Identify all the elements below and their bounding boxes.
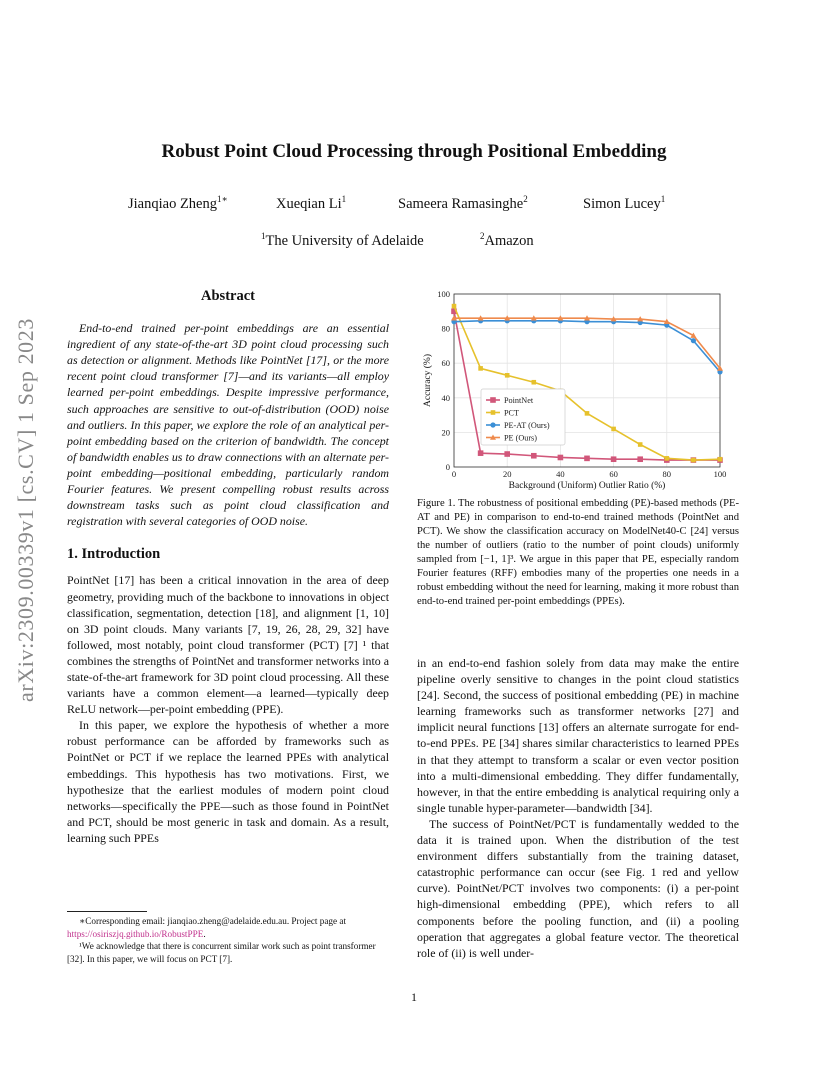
page-number: 1 (411, 990, 417, 1004)
arxiv-stamp (6, 295, 46, 725)
data-point (665, 456, 670, 461)
y-tick-label: 0 (445, 462, 450, 472)
y-tick-label: 80 (441, 323, 450, 334)
footnote-rule (67, 911, 147, 912)
y-tick-label: 20 (441, 427, 450, 438)
paper-title: Robust Point Cloud Processing through Positional Embedding (161, 141, 667, 162)
legend-label: PCT (504, 408, 520, 418)
x-tick-label: 60 (609, 469, 618, 479)
data-point (585, 411, 590, 416)
data-point (532, 380, 537, 385)
figure-1-chart (414, 286, 744, 494)
y-axis-label: Accuracy (%) (423, 353, 433, 408)
data-point (638, 442, 643, 447)
legend-marker (491, 410, 496, 415)
data-point (691, 458, 696, 463)
data-point (718, 457, 723, 462)
arxiv-id: arXiv:2309.00339v1 [cs.CV] 1 Sep 2023 (13, 318, 38, 702)
legend-label: PE-AT (Ours) (504, 421, 550, 430)
data-point (505, 373, 510, 378)
data-point (638, 457, 643, 462)
x-tick-label: 40 (556, 469, 565, 479)
footnotes (67, 915, 389, 965)
project-page-link[interactable]: https://osiriszjq.github.io/RobustPPE (67, 928, 204, 939)
x-tick-label: 80 (662, 469, 672, 479)
y-tick-label: 60 (441, 358, 450, 369)
footnote-1: ∗Corresponding email: jianqiao.zheng@adelaide.edu.au. Project page at https://osiriszjq.github.io/RobustPPE. (67, 916, 347, 939)
legend-marker (491, 398, 496, 403)
data-point (478, 366, 483, 371)
x-axis-label: Background (Uniform) Outlier Ratio (%) (508, 481, 666, 491)
author-1: Jianqiao Zheng$^{1∗}$ (128, 194, 228, 212)
left-column (67, 288, 389, 846)
data-point (558, 455, 563, 460)
y-tick-label: 40 (441, 392, 450, 403)
data-point (611, 457, 616, 462)
legend-label: PE (Ours) (504, 433, 537, 443)
right-paragraph-2: The success of PointNet/PCT is fundamentally wedded to the data it is trained upon. When the distribution of the test environment differs substantially from the training dataset, catastrophic performance can occur (see Fig. 1 red and yellow curve). PointNet/PCT involves two components: (i) a per-point high-dimensional embedding (PPE), which refers to all components before the pooling function, and (ii) a pooling operation that aggregates a global feature vector. The theoretical role of (ii) is well under- (417, 816, 739, 960)
author-2: Xueqian Li$^1$ (276, 194, 347, 212)
data-point (611, 427, 616, 432)
x-tick-label: 0 (451, 469, 457, 479)
x-tick-label: 20 (502, 469, 512, 479)
right-paragraph-1: in an end-to-end fashion solely from data may make the entire pipeline overly sensitive to changes in the point cloud statistics [24]. Second, the success of positional embedding (PE) in machine learning frameworks such as transformer networks [27] and implicit neural functions [13] offers an alternate surrogate for end-to-end PPEs. PE [34] shares similar characteristics to learned PPEs in that they attempt to transform a scalar or even vector position into a multi-dimensional embedding. They differ fundamentally, however, in that the entire embedding is analytical requiring only a single tunable hyper-parameter—bandwidth [34]. (417, 656, 739, 815)
legend-label: PointNet (504, 396, 534, 405)
affiliation-1: $^1$The University of Adelaide (261, 231, 424, 249)
figure-1-caption: Figure 1. The robustness of positional embedding (PE)-based methods (PE-AT and PE) in comparison to end-to-end trained methods (PointNet and PCT). We show the classification accuracy on ModelNet40-C [24] versus the number of outliers (ratio to the number of point clouds) uniformly sampled from [−1, 1]³. We argue in this paper that PE, especially random Fourier features (RFF) embodies many of the properties one needs in a robust embedding without the need for learning, making it more robust than end-to-end trained per-point embeddings (PPEs). (417, 498, 739, 607)
data-point (585, 456, 590, 461)
data-point (532, 453, 537, 458)
series-line-3 (454, 318, 720, 368)
abstract-text: End-to-end trained per-point embeddings are an essential ingredient of any state-of-the-art 3D point cloud processing such as detection or alignment. Methods like PointNet [17], or the more recent point cloud transformer [7]—and its variants—all employ learned per-point embeddings. Despite impressive performance, such approaches are sensitive to out-of-distribution (OOD) noise and outliers. In this paper, we explore the role of an analytical per-point embedding based on the criterion of bandwidth. The concept of bandwidth enables us to draw connections with an alternate per-point embedding—positional embedding, particularly random Fourier features. We present compelling robust results across downstream tasks such as point cloud classification and registration with several categories of OOD noise. (67, 321, 389, 529)
intro-paragraph-2: In this paper, we explore the hypothesis of whether a more robust performance can be afforded by frameworks such as PointNet or PCT if we replace the learned PPEs with analytical embeddings. This hypothesis has two motivations. First, we hypothesize that the earliest modules of modern point cloud networks—specifically the PPE—such as those found in PointNet and PCT, should be most generic in task and domain. As a result, learning such PPEs (67, 718, 389, 845)
footnote-2: ¹We acknowledge that there is concurrent similar work such as point transformer [32]. In this paper, we will focus on PCT [7]. (67, 941, 376, 964)
x-tick-label: 100 (713, 469, 727, 479)
author-3: Sameera Ramasinghe$^2$ (398, 194, 528, 212)
affiliation-2: $^2$Amazon (480, 231, 534, 249)
legend-marker (490, 422, 495, 427)
author-4: Simon Lucey$^1$ (583, 194, 666, 212)
data-point (505, 452, 510, 457)
y-tick-label: 100 (437, 289, 450, 299)
data-point (478, 451, 483, 456)
data-point (452, 304, 457, 309)
right-column (417, 655, 739, 961)
intro-paragraph-1: PointNet [17] has been a critical innovation in the area of deep geometry, providing much of the backbone to innovations in object classification, segmentation, detection [18], and alignment [1, 10] on 3D point clouds. Many variants [7, 19, 26, 28, 29, 32] have followed, most notably, point cloud transformer (PCT) [7] ¹ that combines the strengths of PointNet and transformer networks into a state-of-the-art framework for 3D point cloud processing. All these variants have a common element—a learned—typically deep ReLU network—per-point embedding (PPE). (67, 573, 389, 717)
introduction-heading: 1. Introduction (67, 546, 161, 563)
abstract-heading: Abstract (201, 288, 255, 304)
